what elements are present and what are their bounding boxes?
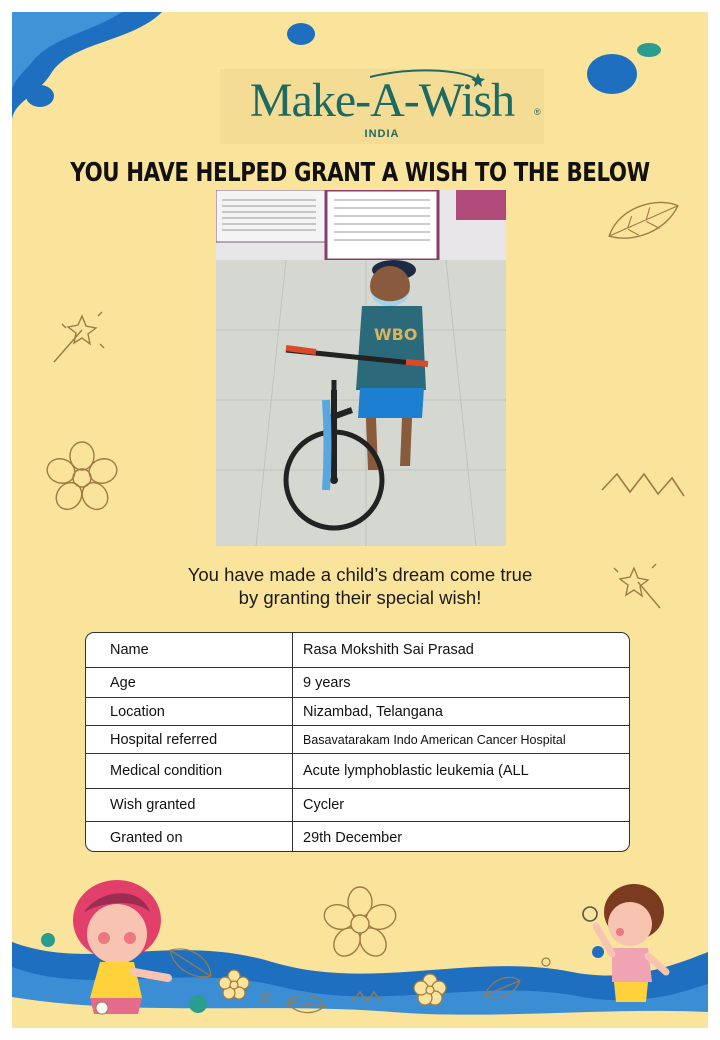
zigzag-decoration [602, 474, 684, 496]
blue-blob [587, 54, 637, 94]
child-photo [216, 190, 506, 546]
magic-wand-icon [614, 564, 660, 608]
row-value: 9 years [292, 668, 629, 697]
row-value: Rasa Mokshith Sai Prasad [292, 633, 629, 667]
row-value: Basavatarakam Indo American Cancer Hospital [292, 726, 629, 753]
magic-wand-icon [54, 312, 104, 362]
row-label: Name [110, 642, 149, 658]
message-line-2: by granting their special wish! [238, 587, 482, 608]
blue-dot [287, 23, 315, 45]
svg-text:WBO: WBO [374, 325, 418, 344]
table-row [86, 697, 629, 725]
headline: YOU HAVE HELPED GRANT A WISH TO THE BELOW [70, 158, 650, 188]
make-a-wish-logo [220, 69, 544, 144]
table-row [86, 821, 629, 852]
flower-icon [321, 887, 399, 961]
registered-mark: ® [534, 107, 541, 117]
table-row [86, 788, 629, 821]
blue-dot [26, 85, 54, 107]
row-label: Hospital referred [110, 731, 218, 748]
row-value: Cycler [292, 789, 629, 821]
row-label: Granted on [110, 829, 183, 846]
row-label: Wish granted [110, 797, 196, 813]
row-value: Nizambad, Telangana [292, 698, 629, 725]
row-value: 29th December [292, 822, 629, 852]
message-line-1: You have made a child’s dream come true [187, 564, 533, 585]
row-label: Location [110, 703, 165, 720]
row-label: Medical condition [110, 763, 223, 779]
row-label: Age [110, 674, 136, 691]
wish-certificate [12, 12, 708, 1028]
table-row [86, 725, 629, 753]
row-value: Acute lymphoblastic leukemia (ALL [292, 754, 629, 788]
teal-dot [637, 43, 661, 57]
table-row [86, 753, 629, 788]
wish-details-table [85, 632, 630, 852]
table-row [86, 667, 629, 697]
table-row [86, 633, 629, 667]
photo-illustration [216, 190, 506, 546]
logo-brand-text: Make-A-Wish [249, 74, 515, 127]
flower-icon [44, 442, 120, 514]
logo-country-text: INDIA [364, 128, 400, 140]
thank-you-message [110, 563, 610, 609]
